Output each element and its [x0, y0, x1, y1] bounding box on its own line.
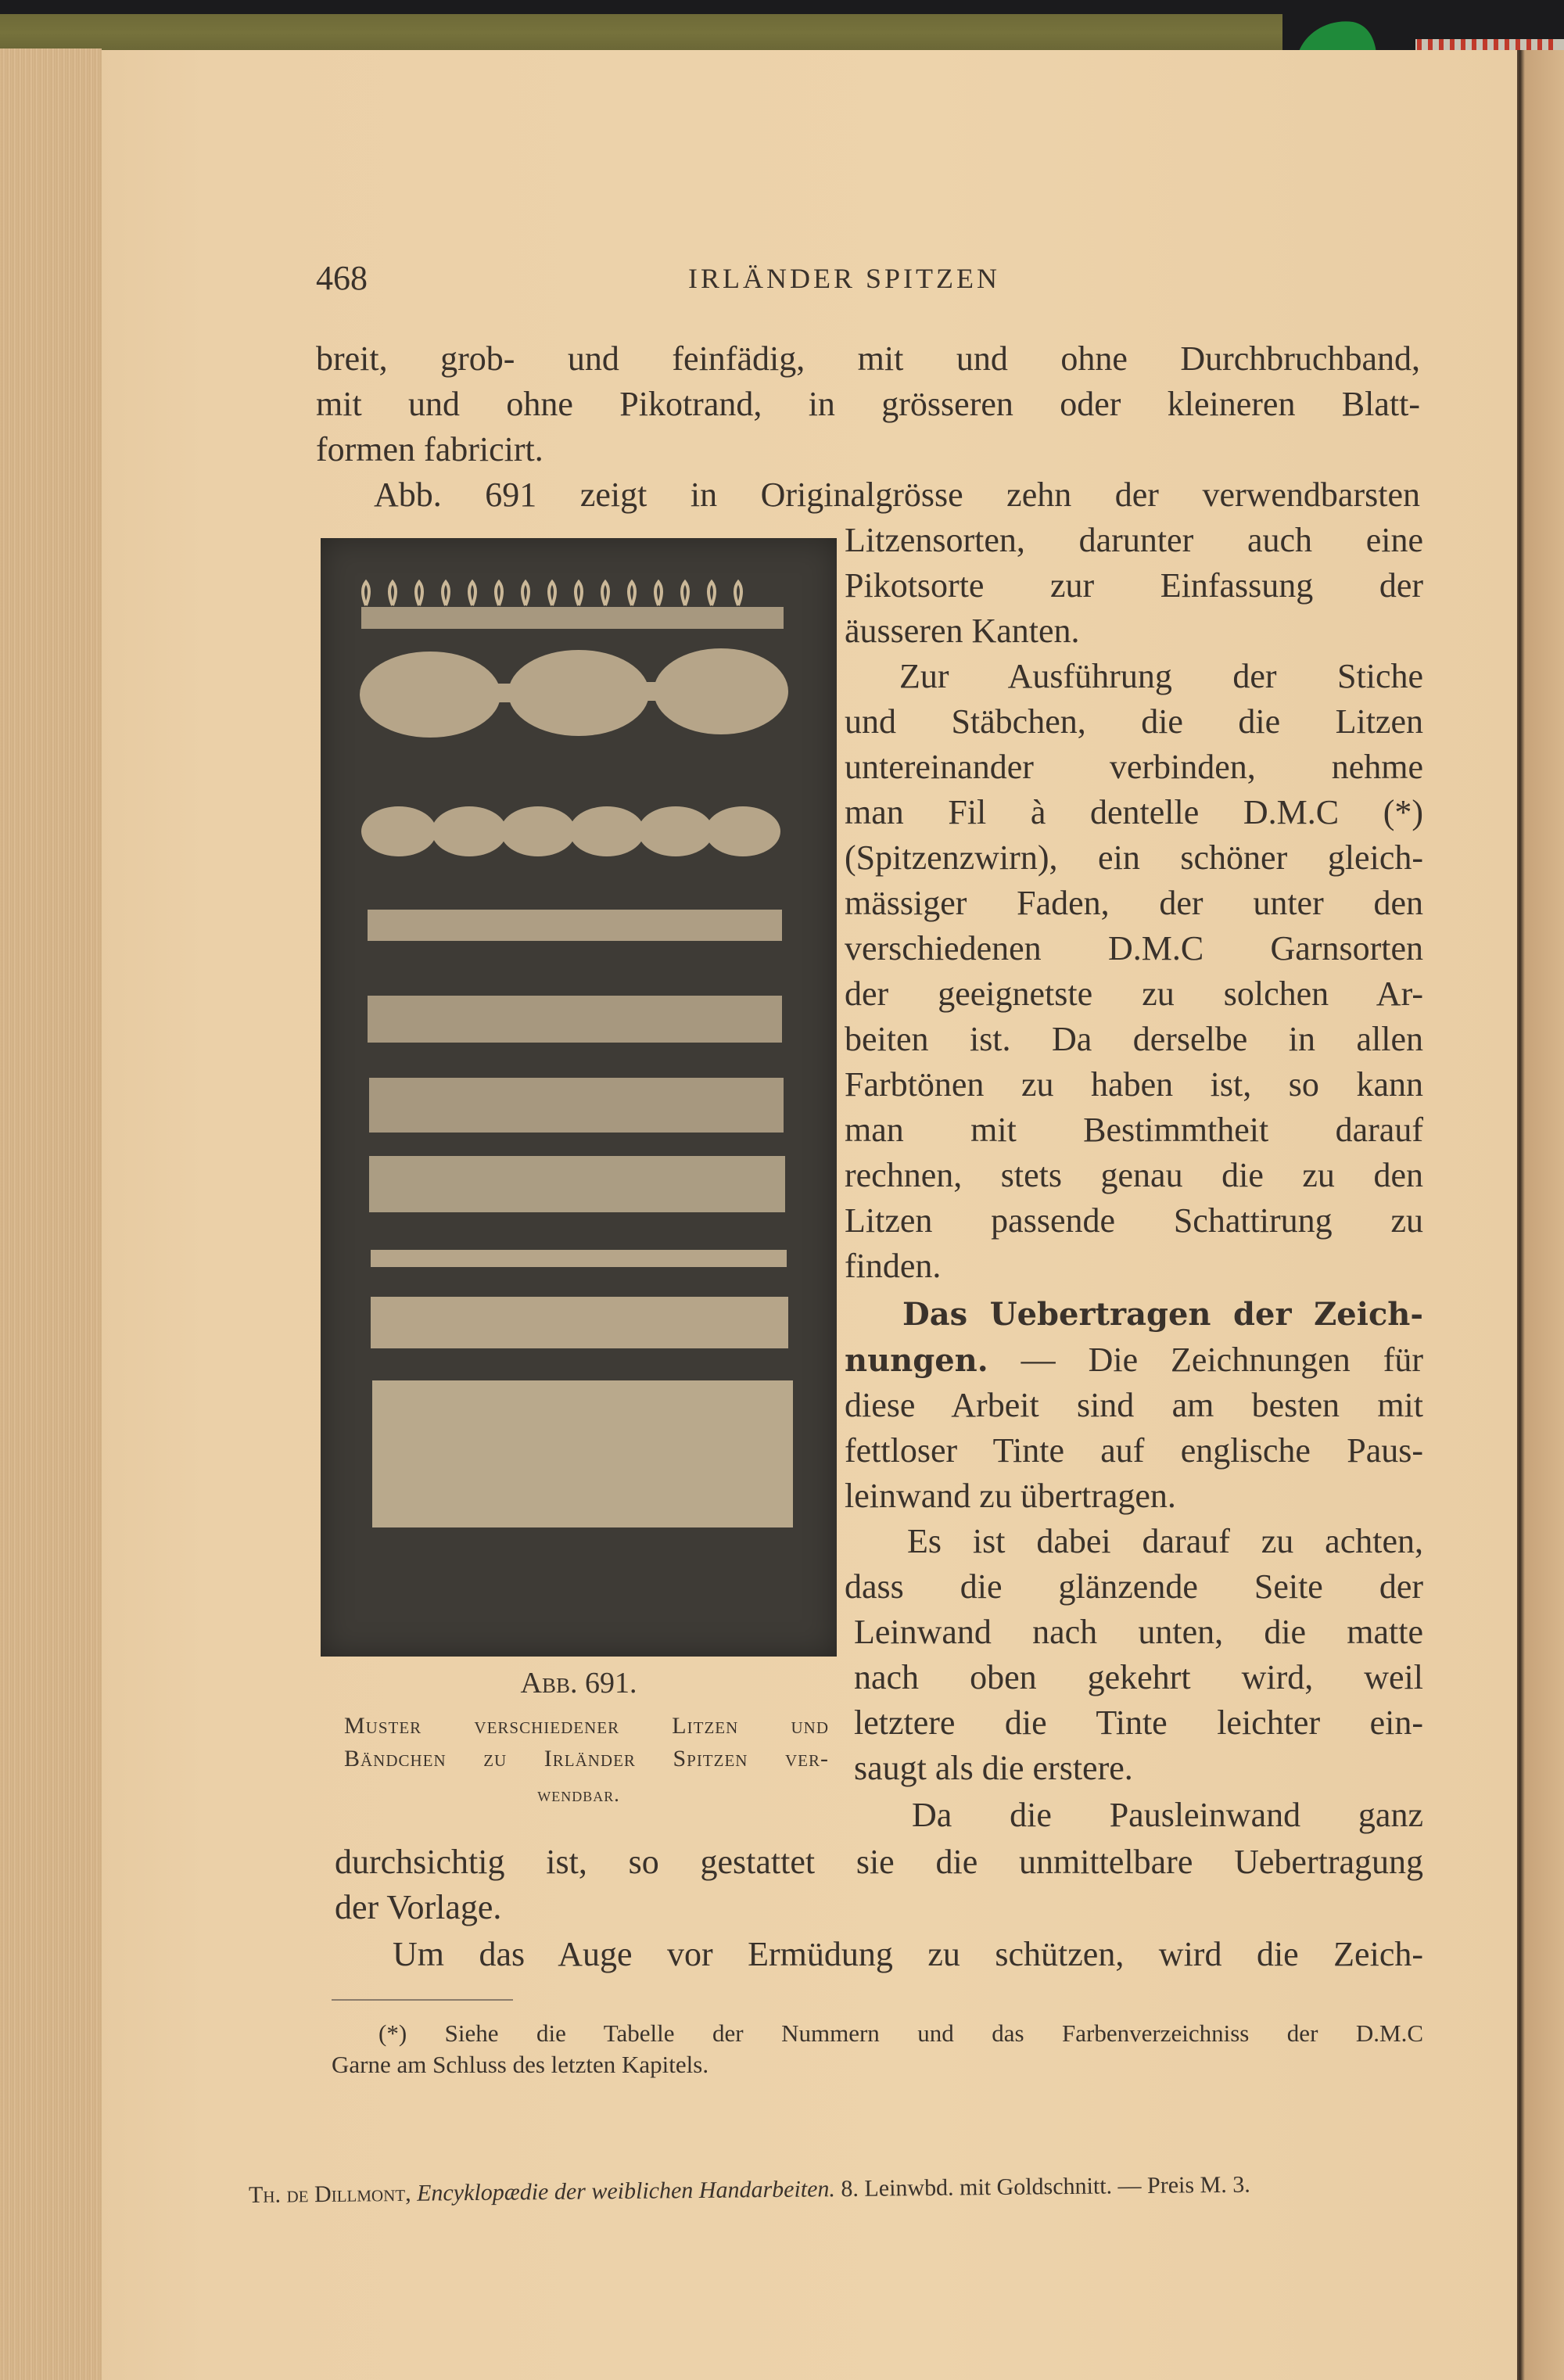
text-line: Litzensorten, darunter auch eine [845, 521, 1423, 559]
footnote-divider [332, 1999, 513, 2001]
text-line: diese Arbeit sind am besten mit [845, 1386, 1423, 1424]
page-number: 468 [316, 259, 368, 297]
facing-page-edge [1517, 50, 1564, 2380]
section-heading-continuation: nungen. [845, 1342, 988, 1379]
text-line: der geeignetste zu solchen Ar- [845, 975, 1423, 1013]
lace-braid-figure [321, 538, 837, 1657]
running-title: IRLÄNDER SPITZEN [688, 263, 1000, 294]
advert-details: 8. Leinwbd. mit Goldschnitt. — Preis M. 3. [841, 2171, 1250, 2202]
figure-number: Abb. 691. [520, 1667, 637, 1700]
text-line: breit, grob- und feinfädig, mit und ohne Durchbruchband, [316, 339, 1420, 378]
text-line: Da die Pausleinwand ganz [912, 1796, 1423, 1834]
text-fragment: — Die Zeichnungen für [988, 1341, 1423, 1379]
text-line [845, 1337, 1423, 1384]
text-line: beiten ist. Da derselbe in allen [845, 1020, 1423, 1058]
bookmark-ribbon-icon [1282, 8, 1564, 53]
footnote-line: Garne am Schluss des letzten Kapitels. [332, 2051, 709, 2078]
text-line: man Fil à dentelle D.M.C (*) [845, 793, 1423, 831]
text-line: saugt als die erstere. [854, 1749, 1133, 1787]
text-line: Um das Auge vor Ermüdung zu schützen, wird die Zeich- [393, 1935, 1423, 1973]
text-line: mässiger Faden, der unter den [845, 884, 1423, 922]
text-line: dass die glänzende Seite der [845, 1567, 1423, 1606]
text-line: äusseren Kanten. [845, 612, 1080, 650]
text-line: fettloser Tinte auf englische Paus- [845, 1431, 1423, 1470]
text-line: Abb. 691 zeigt in Originalgrösse zehn der verwendbarsten [374, 476, 1420, 514]
text-line: letztere die Tinte leichter ein- [854, 1703, 1423, 1742]
text-line: (Spitzenzwirn), ein schöner gleich- [845, 838, 1423, 877]
text-line: verschiedenen D.M.C Garnsorten [845, 929, 1423, 967]
text-line: man mit Bestimmtheit darauf [845, 1111, 1423, 1149]
figure-caption-line: wendbar. [537, 1783, 620, 1806]
text-line: der Vorlage. [335, 1888, 502, 1926]
text-line: Zur Ausführung der Stiche [899, 657, 1423, 695]
text-line: Litzen passende Schattirung zu [845, 1201, 1423, 1240]
text-line: nach oben gekehrt wird, weil [854, 1658, 1423, 1696]
advert-title: Encyklopædie der weiblichen Handarbeiten. [416, 2176, 836, 2206]
footnote-line: (*) Siehe die Tabelle der Nummern und das Farbenverzeichniss der D.M.C [378, 2019, 1423, 2047]
lace-samples-illustration [321, 538, 837, 1657]
text-line: Leinwand nach unten, die matte [854, 1613, 1423, 1651]
text-line: und Stäbchen, die die Litzen [845, 702, 1423, 741]
text-line: formen fabricirt. [316, 430, 543, 468]
figure-caption-line: Bändchen zu Irländer Spitzen ver- [344, 1746, 829, 1772]
text-line: Es ist dabei darauf zu achten, [907, 1522, 1423, 1560]
advert-author: Th. de Dillmont, [248, 2180, 411, 2208]
text-line: rechnen, stets genau die zu den [845, 1156, 1423, 1194]
text-line: leinwand zu übertragen. [845, 1477, 1176, 1515]
page-stack-edge [0, 48, 102, 2380]
text-line: finden. [845, 1247, 942, 1285]
text-line: mit und ohne Pikotrand, in grösseren oder kleineren Blatt- [316, 385, 1420, 423]
text-line: durchsichtig ist, so gestattet sie die unmittelbare Uebertragung [335, 1843, 1423, 1881]
section-heading: Das Uebertragen der Zeich- [902, 1296, 1423, 1333]
text-line: Pikotsorte zur Einfassung der [845, 566, 1423, 605]
text-line: Farbtönen zu haben ist, so kann [845, 1065, 1423, 1104]
figure-caption-line: Muster verschiedener Litzen und [344, 1713, 829, 1739]
text-line: untereinander verbinden, nehme [845, 748, 1423, 786]
